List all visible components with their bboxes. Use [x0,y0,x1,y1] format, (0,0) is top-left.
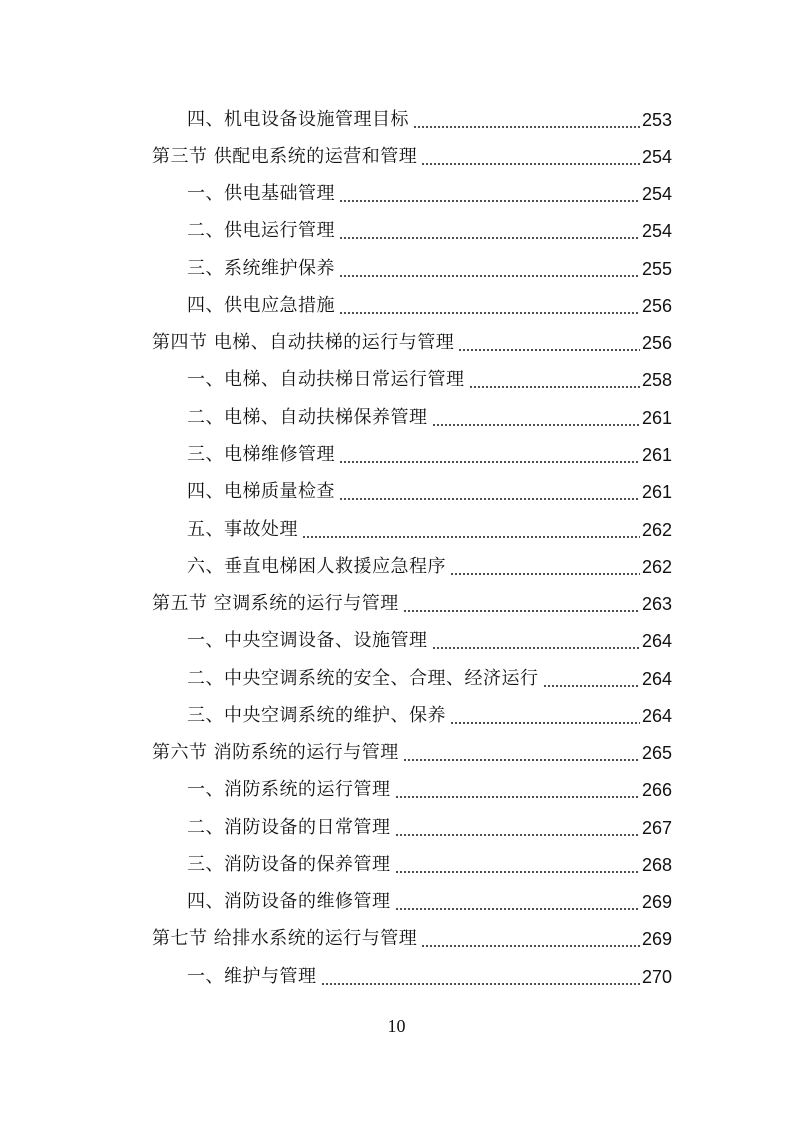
toc-entry-page: 254 [641,184,672,204]
toc-entry[interactable] [187,814,672,842]
toc-entry-title: 第三节 供配电系统的运营和管理 [152,146,418,167]
dot-leader [339,255,640,283]
toc-entry-page: 264 [641,706,672,726]
dot-leader [432,404,640,432]
toc-entry-title: 四、供电应急措施 [187,295,335,316]
toc-entry-title: 第五节 空调系统的运行与管理 [152,593,399,614]
toc-entry-page: 268 [641,855,672,875]
toc-entry-title: 四、机电设备设施管理目标 [187,109,409,130]
toc-entry-title: 一、中央空调设备、设施管理 [187,630,428,651]
toc-entry[interactable] [187,665,672,693]
toc-entry-title: 一、消防系统的运行管理 [187,779,391,800]
toc-entry[interactable] [187,963,672,991]
toc-entry[interactable] [187,180,672,208]
toc-entry-page: 269 [641,892,672,912]
toc-entry-page: 256 [641,296,672,316]
dot-leader [469,366,640,394]
toc-entry-page: 254 [641,147,672,167]
toc-entry-page: 266 [641,780,672,800]
toc-entry-title: 二、电梯、自动扶梯保养管理 [187,407,428,428]
toc-entry-page: 264 [641,669,672,689]
toc-entry-page: 270 [641,967,672,987]
page-number: 10 [387,1016,406,1036]
toc-entry-title: 第七节 给排水系统的运行与管理 [152,928,418,949]
toc-entry-title: 五、事故处理 [187,519,298,540]
dot-leader [339,217,640,245]
dot-leader [395,814,640,842]
dot-leader [421,925,640,953]
toc-entry-page: 256 [641,333,672,353]
dot-leader [450,553,640,581]
toc-entry-page: 253 [641,110,672,130]
toc-entry-title: 二、消防设备的日常管理 [187,817,391,838]
toc-entry-page: 263 [641,594,672,614]
toc-entry-title: 三、系统维护保养 [187,258,335,279]
toc-entry[interactable] [152,925,672,953]
toc-entry-page: 261 [641,482,672,502]
toc-entry[interactable] [152,590,672,618]
dot-leader [339,441,640,469]
toc-entry[interactable] [187,776,672,804]
toc-entry[interactable] [187,888,672,916]
dot-leader [395,851,640,879]
toc-entry-page: 261 [641,445,672,465]
dot-leader [339,478,640,506]
toc-entry-title: 三、电梯维修管理 [187,444,335,465]
dot-leader [321,963,640,991]
toc-entry[interactable] [187,255,672,283]
toc-entry-page: 269 [641,929,672,949]
dot-leader [395,888,640,916]
toc-entry-title: 第四节 电梯、自动扶梯的运行与管理 [152,332,455,353]
dot-leader [413,106,640,134]
toc-entry[interactable] [187,217,672,245]
toc-entry-page: 255 [641,259,672,279]
toc-entry[interactable] [187,478,672,506]
toc-entry-page: 264 [641,631,672,651]
toc-entry[interactable] [187,851,672,879]
dot-leader [458,329,640,357]
toc-entry-page: 258 [641,370,672,390]
toc-entry[interactable] [187,702,672,730]
toc-entry-title: 一、维护与管理 [187,966,317,987]
toc-entry-page: 261 [641,408,672,428]
dot-leader [395,776,640,804]
dot-leader [339,292,640,320]
toc-entry[interactable] [187,404,672,432]
dot-leader [421,143,640,171]
toc-entry[interactable] [152,739,672,767]
toc-entry-title: 三、中央空调系统的维护、保养 [187,705,446,726]
dot-leader [543,665,640,693]
toc-entry-title: 六、垂直电梯困人救援应急程序 [187,556,446,577]
toc-entry-title: 一、供电基础管理 [187,183,335,204]
dot-leader [432,627,640,655]
dot-leader [403,739,640,767]
toc-entry-title: 二、中央空调系统的安全、合理、经济运行 [187,668,539,689]
toc-entry-title: 第六节 消防系统的运行与管理 [152,742,399,763]
toc-entry[interactable] [187,106,672,134]
toc-entry[interactable] [187,553,672,581]
toc-entry-title: 一、电梯、自动扶梯日常运行管理 [187,369,465,390]
toc-entry-title: 二、供电运行管理 [187,220,335,241]
dot-leader [302,516,640,544]
toc-entry[interactable] [152,143,672,171]
toc-entry[interactable] [187,366,672,394]
toc-entry-page: 254 [641,221,672,241]
toc-entry[interactable] [187,627,672,655]
toc-entry-title: 四、消防设备的维修管理 [187,891,391,912]
toc-entry-page: 265 [641,743,672,763]
toc-entry[interactable] [187,516,672,544]
toc-entry-page: 262 [641,520,672,540]
toc-entry[interactable] [187,292,672,320]
dot-leader [450,702,640,730]
toc-entry-page: 262 [641,557,672,577]
toc-entry-page: 267 [641,818,672,838]
toc-entry-title: 四、电梯质量检查 [187,481,335,502]
toc-entry[interactable] [152,329,672,357]
dot-leader [403,590,640,618]
toc-entry[interactable] [187,441,672,469]
toc-entry-title: 三、消防设备的保养管理 [187,854,391,875]
dot-leader [339,180,640,208]
